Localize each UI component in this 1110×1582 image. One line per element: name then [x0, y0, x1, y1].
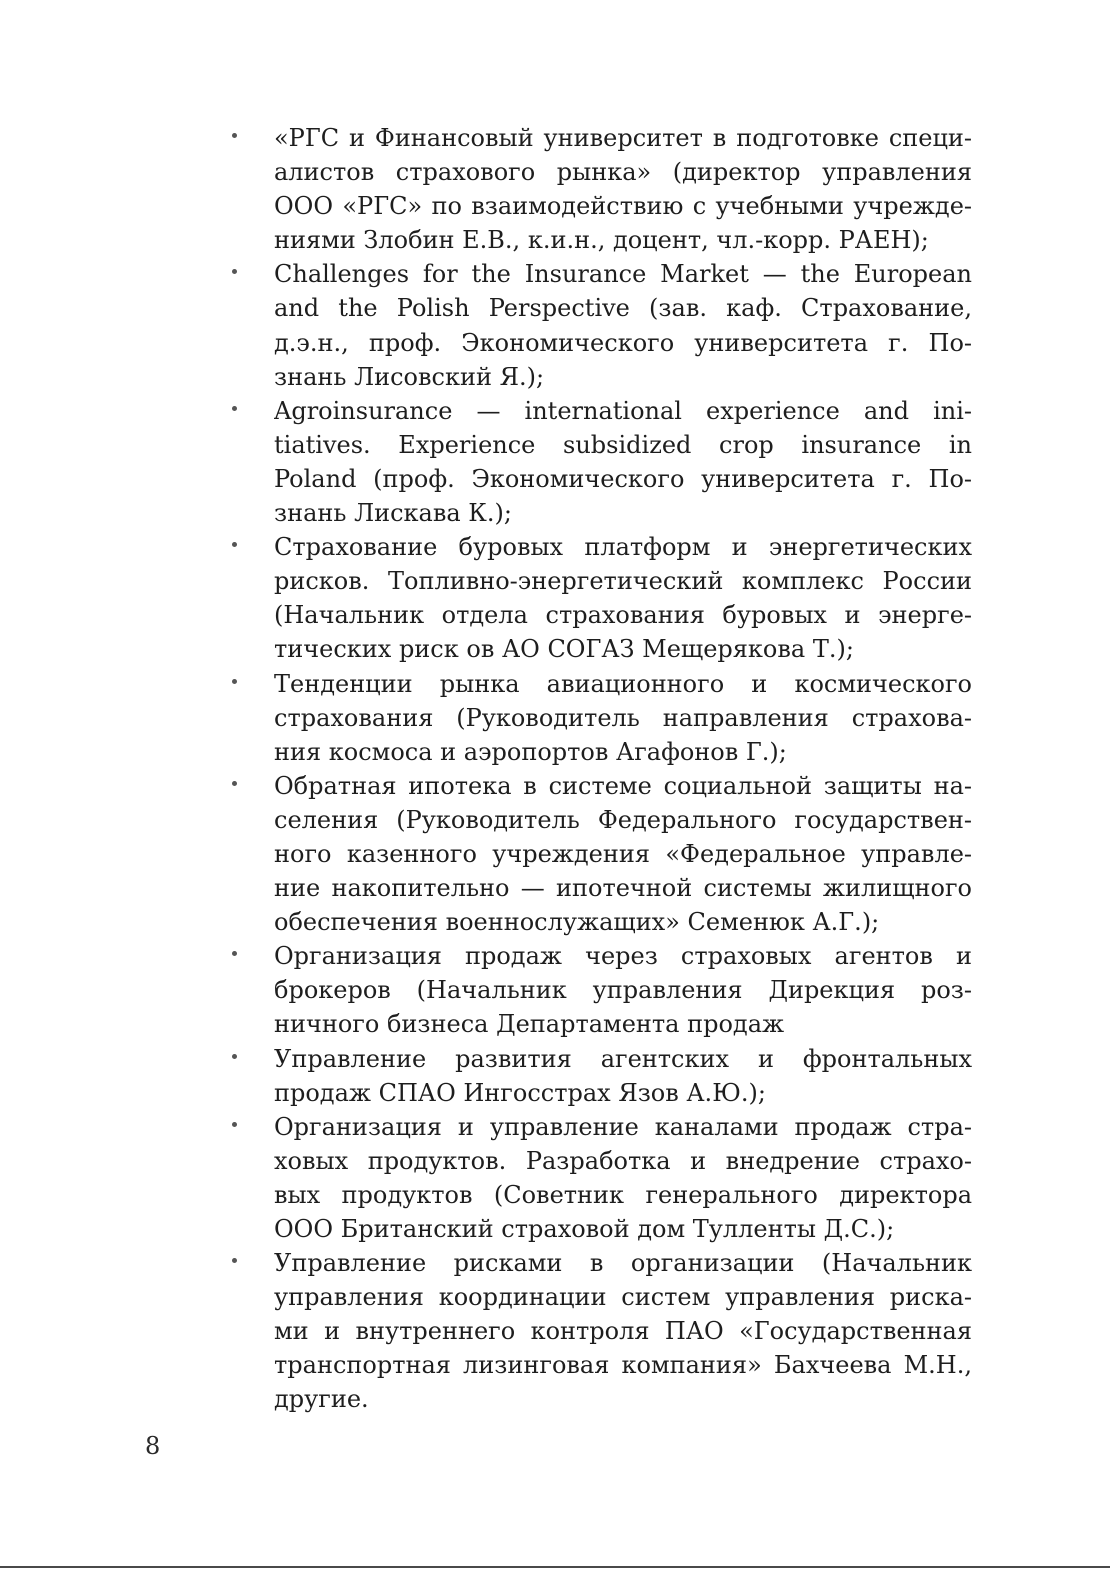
list-item: [232, 530, 972, 666]
text-line: ниями Злобин Е.В., к.и.н., доцент, чл.-корр. РАЕН);: [274, 226, 929, 255]
text-line: Организация и управление каналами продаж стра-: [274, 1112, 972, 1141]
text-line: and the Polish Perspective (зав. каф. Страхование,: [274, 294, 972, 323]
list-item-text: [274, 769, 972, 939]
text-line: другие.: [274, 1385, 369, 1414]
text-line: страхования (Руководитель направления страхова-: [274, 703, 972, 732]
bullet-icon: [232, 951, 237, 956]
text-line: рисков. Топливно-энергетический комплекс России: [274, 567, 972, 596]
bullet-icon: [232, 133, 237, 138]
text-line: Тенденции рынка авиационного и космического: [274, 669, 972, 698]
list-item-text: [274, 1110, 972, 1246]
bullet-icon: [232, 679, 237, 684]
text-line: Poland (проф. Экономического университета г. По-: [274, 464, 972, 493]
text-line: брокеров (Начальник управления Дирекция роз-: [274, 976, 972, 1005]
list-item-text: [274, 667, 972, 769]
bullet-icon: [232, 269, 237, 274]
text-line: Challenges for the Insurance Market — the European: [274, 260, 972, 289]
list-item-text: [274, 1246, 972, 1416]
list-item: [232, 1246, 972, 1416]
text-line: д.э.н., проф. Экономического университета г. По-: [274, 328, 972, 357]
list-item-text: [274, 1042, 972, 1110]
list-item: [232, 121, 972, 257]
bullet-icon: [232, 1054, 237, 1059]
text-line: алистов страхового рынка» (директор управления: [274, 158, 972, 187]
list-item: [232, 667, 972, 769]
bullet-icon: [232, 1258, 237, 1263]
text-line: tiatives. Experience subsidized crop insurance in: [274, 430, 972, 459]
text-line: ООО Британский страховой дом Тулленты Д.С.);: [274, 1215, 895, 1243]
bullet-icon: [232, 406, 237, 411]
bullet-icon: [232, 542, 237, 547]
text-line: ние накопительно — ипотечной системы жилищного: [274, 874, 972, 903]
list-item: [232, 1042, 972, 1110]
page-number: 8: [145, 1432, 161, 1460]
text-line: ООО «РГС» по взаимодействию с учебными учрежде-: [274, 192, 972, 221]
text-line: знань Лискава К.);: [274, 499, 512, 528]
list-item: [232, 394, 972, 530]
text-line: знань Лисовский Я.);: [274, 362, 545, 391]
list-item: [232, 257, 972, 393]
text-line: ничного бизнеса Департамента продаж: [274, 1010, 785, 1039]
page-bottom-divider: [0, 1566, 1110, 1568]
list-item: [232, 769, 972, 939]
list-item: [232, 1110, 972, 1246]
text-line: Страхование буровых платформ и энергетических: [274, 533, 972, 562]
text-line: Управление рисками в организации (Начальник: [274, 1249, 972, 1278]
text-line: ми и внутреннего контроля ПАО «Государственная: [274, 1317, 972, 1346]
text-line: селения (Руководитель Федерального государствен-: [274, 805, 972, 834]
text-line: продаж СПАО Ингосстрах Язов А.Ю.);: [274, 1078, 766, 1107]
list-item-text: [274, 394, 972, 530]
text-line: ховых продуктов. Разработка и внедрение страхо-: [274, 1146, 972, 1175]
text-line: ного казенного учреждения «Федеральное управле-: [274, 839, 972, 868]
text-line: ния космоса и аэропортов Агафонов Г.);: [274, 737, 787, 766]
list-item: [232, 939, 972, 1041]
bullet-list: [232, 121, 972, 1417]
text-line: транспортная лизинговая компания» Бахчеева М.Н.,: [274, 1351, 972, 1380]
text-line: Организация продаж через страховых агентов и: [274, 942, 972, 971]
text-line: тических риск ов АО СОГАЗ Мещерякова Т.);: [274, 635, 854, 664]
text-line: (Начальник отдела страхования буровых и энерге-: [274, 601, 972, 630]
bullet-icon: [232, 1122, 237, 1127]
text-line: управления координации систем управления риска-: [274, 1283, 972, 1312]
text-line: Обратная ипотека в системе социальной защиты на-: [274, 771, 972, 800]
text-line: вых продуктов (Советник генерального директора: [274, 1180, 972, 1209]
text-line: обеспечения военнослужащих» Семенюк А.Г.);: [274, 908, 880, 937]
text-line: «РГС и Финансовый университет в подготовке специ-: [274, 124, 972, 152]
list-item-text: [274, 121, 972, 257]
text-line: Управление развития агентских и фронтальных: [274, 1044, 972, 1073]
text-line: Agroinsurance — international experience and ini-: [274, 396, 972, 425]
list-item-text: [274, 257, 972, 393]
bullet-icon: [232, 781, 237, 786]
list-item-text: [274, 939, 972, 1041]
list-item-text: [274, 530, 972, 666]
